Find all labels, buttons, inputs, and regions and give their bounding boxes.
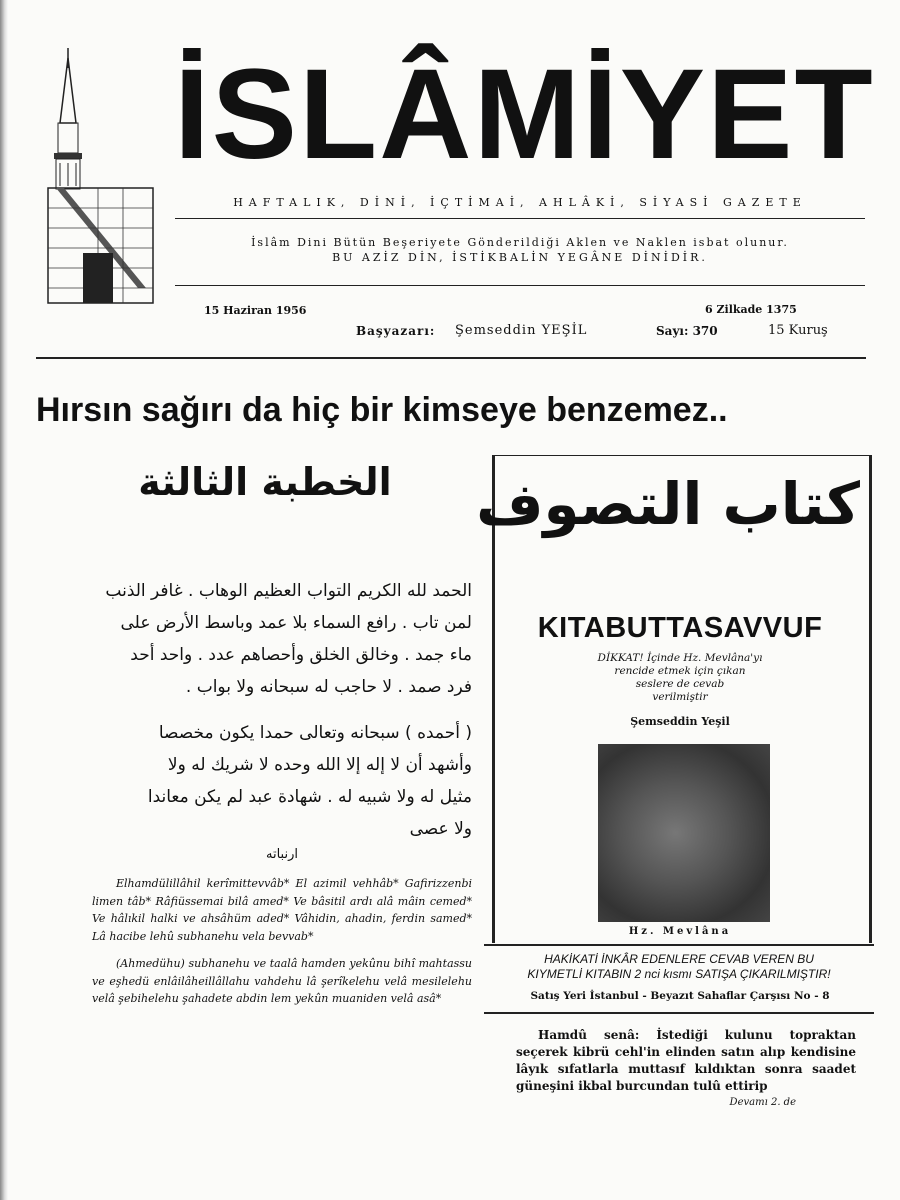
- sermon-transliteration-1: Elhamdülillâhil kerîmittevvâb* El azimil vehhâb* Gafirizzenbi limen tâb* Râfiüssemai bilâ amed* Ve bâsitil ardı alâ mâin cemed* Ve hâlıkil halki ve ahsâhüm aded* Vâhidin, ahadin, ferdin samed* Lâ hacibe lehû subhanehu vela bevvab*: [92, 877, 472, 943]
- sermon-transliteration-2: (Ahmedühu) subhanehu ve taalâ hamden yekûnu bihî mahtassu ve eşhedü enlâilâheillâllahu vahdehu lâ şerîkelehu velâ mesilelehu velâ şebihelehu şahadete abdin lem yekûn muaniden velâ asâ*: [92, 957, 472, 1005]
- announcement-line: KIYMETLİ KITABIN 2 nci kısmı SATIŞA ÇIKARILMIŞTIR!: [527, 967, 831, 981]
- date-hijri: 6 Zilkade 1375: [705, 303, 797, 316]
- motto-line-2: BU AZİZ DİN, İSTİKBALİN YEGÂNE DİNİDİR.: [332, 251, 708, 264]
- sermon-arabic-line: لمن تاب . رافع السماء بلا عمد وباسط الأرض على: [120, 613, 472, 633]
- mevlana-photo: [598, 744, 770, 922]
- divider: [492, 455, 869, 456]
- continued-note: Devamı 2. de: [729, 1097, 796, 1108]
- issue-number: Sayı: 370: [656, 324, 718, 338]
- editor-label: Başyazarı:: [356, 324, 436, 338]
- notice-line: verilmiştir: [652, 691, 708, 703]
- sermon-arabic-line: ولا عصى: [409, 819, 472, 839]
- divider: [484, 1012, 874, 1014]
- sermon-arabic-line: فرد صمد . لا حاجب له سبحانه ولا بواب .: [185, 677, 472, 697]
- article-column: [516, 1027, 856, 1108]
- divider: [36, 357, 866, 359]
- article-text: Hamdû senâ: İstediği kulunu topraktan seçerek kibrü cehl'in elinden satın alıp kendisine lâyık sıfatlarla muttasıf kıldıktan sonra saadet güneşini ikbal burcundan tulû ettirip: [516, 1028, 856, 1093]
- date-gregorian: 15 Haziran 1956: [204, 304, 307, 317]
- editor-name: Şemseddin YEŞİL: [455, 323, 588, 338]
- notice-line: rencide etmek için çıkan: [614, 665, 746, 677]
- scan-edge: [0, 0, 8, 1200]
- notice-line: seslere de cevab: [635, 678, 725, 690]
- minaret-illustration: [38, 48, 156, 313]
- advert-arabic-title: كتاب التصوف: [476, 470, 860, 538]
- sermon-arabic-line: وأشهد أن لا إله إلا الله وحده لا شريك له ولا: [167, 755, 472, 775]
- advert-title: KITABUTTASAVVUF: [537, 612, 823, 644]
- price: 15 Kuruş: [768, 323, 828, 338]
- sermon-arabic-note: ارنباته: [266, 847, 298, 862]
- photo-caption: Hz. Mevlâna: [628, 926, 732, 937]
- headline: Hırsın sağırı da hiç bir kimseye benzemez..: [36, 391, 728, 429]
- sermon-column: [92, 575, 472, 1008]
- sale-place: Satış Yeri İstanbul - Beyazıt Sahaflar Çarşısı No - 8: [530, 990, 830, 1002]
- notice-line: DİKKAT! İçinde Hz. Mevlâna'yı: [597, 652, 763, 664]
- divider: [484, 944, 874, 946]
- sermon-arabic-line: الحمد لله الكريم التواب العظيم الوهاب . غافر الذنب: [105, 581, 472, 601]
- advert-notice: [500, 652, 860, 704]
- masthead-title: İSLÂMİYET: [174, 43, 875, 186]
- announcement-line: HAKİKATİ İNKÂR EDENLERE CEVAB VEREN BU: [544, 952, 814, 966]
- divider: [175, 285, 865, 286]
- sermon-arabic-line: مثيل له ولا شبيه له . شهادة عبد لم يكن معاندا: [147, 787, 472, 807]
- sermon-arabic-line: ماء جمد . وخالق الخلق وأحصاهم عدد . واحد أحد: [130, 645, 472, 665]
- advert-author: Şemseddin Yeşil: [630, 715, 730, 728]
- advert-announcement: [484, 952, 874, 982]
- divider: [175, 218, 865, 219]
- sermon-arabic-title: الخطبة الثالثة: [138, 460, 392, 504]
- masthead-subtitle: HAFTALIK, DİNİ, İÇTİMAİ, AHLÂKİ, SİYASİ GAZETE: [233, 196, 807, 209]
- sermon-arabic-line: ( أحمده ) سبحانه وتعالى حمدا يكون مخصصا: [158, 723, 472, 743]
- motto-line-1: İslâm Dini Bütün Beşeriyete Gönderildiği Aklen ve Naklen isbat olunur.: [251, 236, 789, 249]
